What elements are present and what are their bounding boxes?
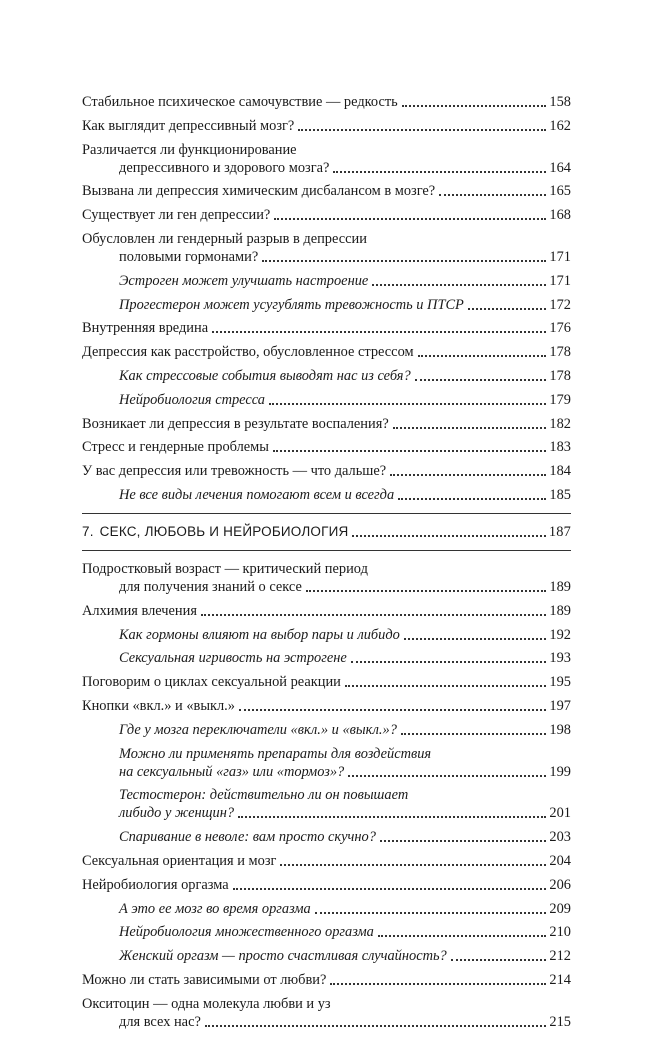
dot-leader bbox=[239, 709, 546, 711]
toc-entry-title: Нейробиология стресса bbox=[119, 391, 265, 408]
dot-leader bbox=[418, 355, 547, 357]
toc-entry bbox=[82, 486, 571, 504]
toc-entry bbox=[82, 876, 571, 894]
toc-entry bbox=[82, 900, 571, 918]
dot-leader bbox=[269, 403, 546, 405]
toc-entry bbox=[82, 93, 571, 111]
dot-leader bbox=[280, 864, 546, 866]
dot-leader bbox=[439, 194, 546, 196]
toc-entry-page: 198 bbox=[549, 721, 571, 738]
dot-leader bbox=[315, 912, 547, 914]
toc-entry-title-continuation: депрессивного и здорового мозга? bbox=[119, 159, 330, 176]
toc-entry-title: Вызвана ли депрессия химическим дисбалансом в мозге? bbox=[82, 183, 436, 200]
toc-entry-page: 171 bbox=[549, 248, 571, 265]
toc-entry-page: 178 bbox=[549, 367, 571, 384]
toc-entry bbox=[82, 721, 571, 739]
toc-entry-page: 215 bbox=[549, 1013, 571, 1030]
toc-entry-title: Как выглядит депрессивный мозг? bbox=[82, 117, 295, 134]
toc-entry bbox=[82, 995, 571, 1031]
toc-entry-title: Стабильное психическое самочувствие — редкость bbox=[82, 94, 398, 110]
chapter-title: СЕКС, ЛЮБОВЬ И НЕЙРОБИОЛОГИЯ bbox=[99, 523, 349, 539]
toc-entry-page: 210 bbox=[549, 924, 571, 941]
toc-entry-page: 195 bbox=[549, 674, 571, 691]
toc-entry bbox=[82, 828, 571, 846]
toc-entry-title: Как гормоны влияют на выбор пары и либидо bbox=[119, 626, 400, 643]
dot-leader bbox=[233, 888, 547, 890]
toc-entry-title: Сексуальная игривость на эстрогене bbox=[119, 650, 347, 667]
chapter-heading bbox=[82, 523, 571, 541]
toc-entry bbox=[82, 560, 571, 596]
toc-entry-title: Не все виды лечения помогают всем и всегда bbox=[119, 486, 395, 503]
dot-leader bbox=[201, 614, 546, 616]
dot-leader bbox=[398, 498, 546, 500]
toc-entry-page: 172 bbox=[549, 296, 571, 313]
toc-entry-title: Эстроген может улучшать настроение bbox=[119, 272, 369, 289]
toc-entry-title-continuation: половыми гормонами? bbox=[119, 248, 259, 265]
toc-entry-page: 209 bbox=[549, 900, 571, 917]
toc-entry-title: Нейробиология оргазма bbox=[82, 876, 229, 893]
toc-entry-title: Можно ли стать зависимыми от любви? bbox=[82, 971, 327, 988]
toc-entry-page: 201 bbox=[549, 805, 571, 822]
dot-leader bbox=[404, 638, 547, 640]
dot-leader bbox=[351, 661, 547, 663]
toc-entry-title: Как стрессовые события выводят нас из себя? bbox=[119, 367, 411, 384]
toc-entry-page: 178 bbox=[549, 344, 571, 361]
dot-leader bbox=[415, 379, 547, 381]
toc-entry-page: 182 bbox=[549, 415, 571, 432]
toc-entry-title: Можно ли применять препараты для воздействия bbox=[119, 745, 432, 762]
toc-entry bbox=[82, 602, 571, 620]
dot-leader bbox=[274, 218, 546, 220]
toc-entry-page: 193 bbox=[549, 650, 571, 667]
toc-entry-page: 176 bbox=[549, 320, 571, 337]
toc-entry bbox=[82, 182, 571, 200]
toc-entry bbox=[82, 786, 571, 822]
toc-entry-page: 189 bbox=[549, 602, 571, 619]
toc-entry-title-continuation: для получения знаний о сексе bbox=[119, 578, 302, 595]
toc-entry-page: 165 bbox=[549, 183, 571, 200]
toc-entry bbox=[82, 230, 571, 266]
dot-leader bbox=[298, 129, 546, 131]
divider bbox=[82, 513, 571, 514]
dot-leader bbox=[345, 685, 547, 687]
toc-entry-page: 203 bbox=[549, 829, 571, 846]
dot-leader bbox=[262, 260, 546, 262]
toc-entry bbox=[82, 141, 571, 177]
toc-entry-page: 212 bbox=[549, 948, 571, 965]
toc-entry bbox=[82, 673, 571, 691]
toc-entry-page: 206 bbox=[549, 876, 571, 893]
toc-entry-page: 189 bbox=[549, 578, 571, 595]
toc-entry-title: Внутренняя вредина bbox=[82, 320, 209, 337]
toc-entry bbox=[82, 438, 571, 456]
toc-entry-title: Возникает ли депрессия в результате воспаления? bbox=[82, 415, 389, 432]
toc-entry-title-continuation: либидо у женщин? bbox=[119, 805, 235, 822]
toc-entry-page: 179 bbox=[549, 391, 571, 408]
toc-entry-title-continuation: на сексуальный «газ» или «тормоз»? bbox=[119, 763, 345, 780]
toc-entry-page: 214 bbox=[549, 971, 571, 988]
toc-entry-title: А это ее мозг во время оргазма bbox=[119, 900, 311, 917]
toc-entry-page: 185 bbox=[549, 486, 571, 503]
dot-leader bbox=[378, 935, 547, 937]
toc-entry-title: Сексуальная ориентация и мозг bbox=[82, 852, 277, 869]
toc-entry-page: 164 bbox=[549, 159, 571, 176]
toc-entry-page: 168 bbox=[549, 207, 571, 224]
dot-leader bbox=[401, 733, 546, 735]
toc-entry-title-continuation: для всех нас? bbox=[119, 1013, 201, 1030]
toc-entry bbox=[82, 343, 571, 361]
toc-entry-page: 192 bbox=[549, 626, 571, 643]
toc-entry-page: 184 bbox=[549, 463, 571, 480]
toc-entry bbox=[82, 626, 571, 644]
toc-entry bbox=[82, 462, 571, 480]
chapter-number: 7. bbox=[82, 523, 94, 539]
toc-entry bbox=[82, 852, 571, 870]
toc-entry bbox=[82, 272, 571, 290]
toc-entry-title: Алхимия влечения bbox=[82, 602, 197, 619]
toc-entry-page: 204 bbox=[549, 852, 571, 869]
dot-leader bbox=[330, 983, 546, 985]
toc-entry-title: Окситоцин — одна молекула любви и уз bbox=[82, 995, 331, 1012]
toc-entry-title: Обусловлен ли гендерный разрыв в депрессии bbox=[82, 230, 367, 247]
toc-entry-title: Прогестерон может усугублять тревожность и ПТСР bbox=[119, 296, 464, 313]
toc-entry bbox=[82, 117, 571, 135]
toc-entry-title: Кнопки «вкл.» и «выкл.» bbox=[82, 697, 235, 714]
dot-leader bbox=[402, 105, 547, 107]
toc-entry bbox=[82, 367, 571, 385]
dot-leader bbox=[451, 959, 547, 961]
toc-entry-title: Стресс и гендерные проблемы bbox=[82, 439, 269, 456]
toc-entry-page: 171 bbox=[549, 272, 571, 289]
toc-entry bbox=[82, 415, 571, 433]
toc-entry bbox=[82, 923, 571, 941]
toc-entry-title: У вас депрессия или тревожность — что дальше? bbox=[82, 463, 387, 480]
toc-entry bbox=[82, 649, 571, 667]
dot-leader bbox=[212, 331, 546, 333]
toc-entry bbox=[82, 296, 571, 314]
table-of-contents bbox=[82, 93, 571, 1037]
toc-entry bbox=[82, 971, 571, 989]
chapter-page: 187 bbox=[548, 523, 571, 540]
dot-leader bbox=[352, 535, 545, 537]
toc-entry-title: Поговорим о циклах сексуальной реакции bbox=[82, 674, 341, 691]
dot-leader bbox=[238, 816, 546, 818]
toc-entry bbox=[82, 745, 571, 781]
toc-entry-title: Существует ли ген депрессии? bbox=[82, 207, 271, 224]
toc-entry-title: Подростковый возраст — критический период bbox=[82, 560, 368, 577]
toc-entry-title: Нейробиология множественного оргазма bbox=[119, 924, 374, 941]
toc-entry-title: Депрессия как расстройство, обусловленное стрессом bbox=[82, 344, 414, 361]
toc-entry bbox=[82, 206, 571, 224]
toc-entry-title: Женский оргазм — просто счастливая случайность? bbox=[119, 948, 447, 965]
toc-entry-page: 158 bbox=[549, 94, 571, 110]
dot-leader bbox=[333, 171, 546, 173]
toc-entry-page: 197 bbox=[549, 697, 571, 714]
dot-leader bbox=[393, 427, 547, 429]
toc-section-1 bbox=[82, 93, 571, 504]
dot-leader bbox=[306, 590, 547, 592]
dot-leader bbox=[468, 308, 547, 310]
dot-leader bbox=[205, 1025, 547, 1027]
toc-entry bbox=[82, 391, 571, 409]
toc-entry-page: 162 bbox=[549, 117, 571, 134]
toc-entry bbox=[82, 697, 571, 715]
dot-leader bbox=[380, 840, 547, 842]
toc-entry bbox=[82, 947, 571, 965]
toc-entry-title: Спаривание в неволе: вам просто скучно? bbox=[119, 829, 376, 846]
dot-leader bbox=[348, 775, 546, 777]
toc-entry-title: Различается ли функционирование bbox=[82, 141, 297, 158]
dot-leader bbox=[372, 284, 546, 286]
divider bbox=[82, 550, 571, 551]
toc-entry-page: 183 bbox=[549, 439, 571, 456]
toc-entry-title: Где у мозга переключатели «вкл.» и «выкл.»? bbox=[119, 721, 397, 738]
toc-entry bbox=[82, 319, 571, 337]
toc-entry-page: 199 bbox=[549, 763, 571, 780]
toc-section-2 bbox=[82, 560, 571, 1031]
dot-leader bbox=[273, 450, 546, 452]
dot-leader bbox=[390, 474, 546, 476]
toc-entry-title: Тестостерон: действительно ли он повышает bbox=[119, 787, 409, 804]
